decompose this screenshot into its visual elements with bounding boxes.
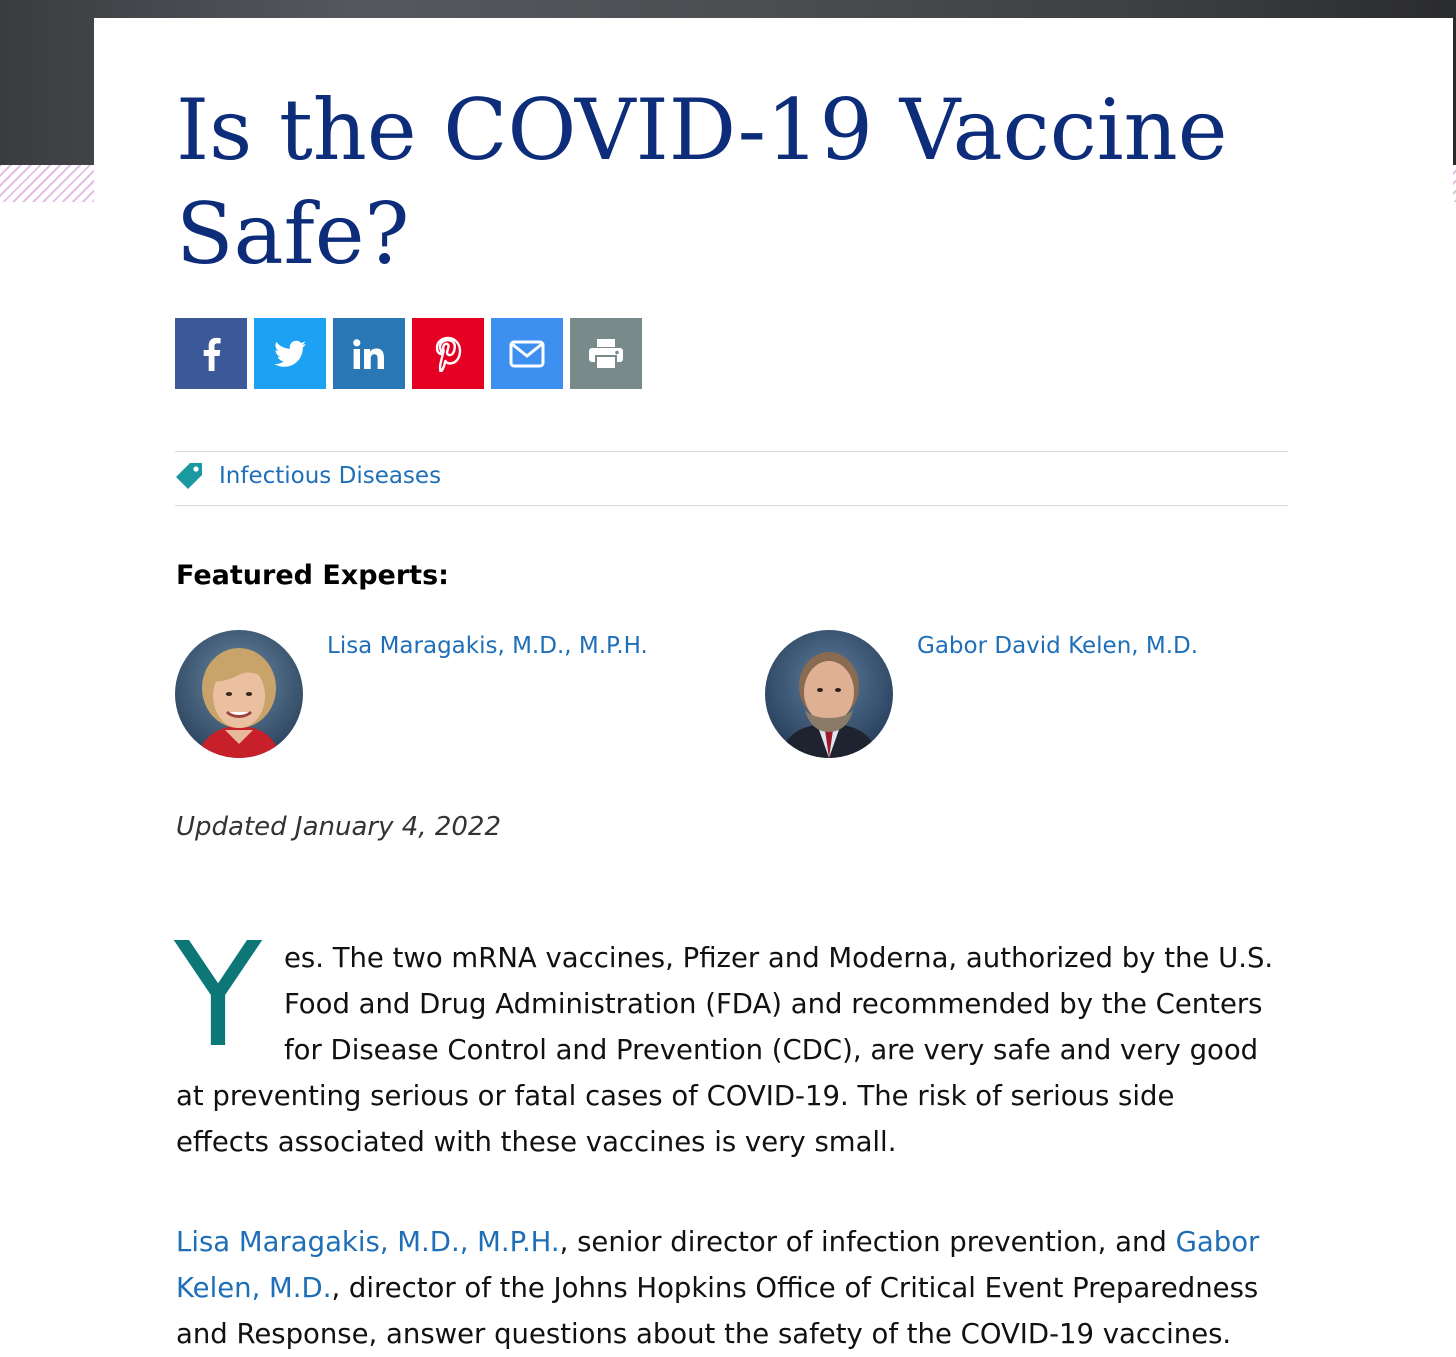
divider-bottom <box>175 505 1288 506</box>
share-twitter-button[interactable] <box>254 318 326 389</box>
share-pinterest-button[interactable] <box>412 318 484 389</box>
decorative-hatch-left <box>0 165 94 202</box>
expert-card-kelen <box>765 630 1199 758</box>
inline-link-kelen[interactable]: Gabor Kelen, M.D. <box>176 1226 1260 1304</box>
body-paragraph <box>176 1219 1276 1357</box>
featured-experts-heading: Featured Experts: <box>176 560 449 591</box>
inline-link-maragakis[interactable]: Lisa Maragakis, M.D., M.P.H. <box>176 1226 560 1258</box>
share-facebook-button[interactable] <box>175 318 247 389</box>
share-linkedin-button[interactable] <box>333 318 405 389</box>
print-icon <box>588 338 624 370</box>
twitter-icon <box>274 340 306 368</box>
body-text-1: , senior director of infection prevention, and <box>559 1226 1176 1258</box>
print-button[interactable] <box>570 318 642 389</box>
tag-icon <box>175 462 203 490</box>
avatar[interactable] <box>765 630 893 758</box>
tag-link-infectious-diseases[interactable]: Infectious Diseases <box>219 463 442 489</box>
expert-name-link[interactable]: Lisa Maragakis, M.D., M.P.H. <box>327 633 648 659</box>
body-text-2: , director of the Johns Hopkins Office of Critical Event Preparedness and Response, answer questions about the safety of the COVID-19 vaccines. <box>176 1272 1259 1350</box>
share-email-button[interactable] <box>491 318 563 389</box>
dropcap-letter: Y <box>174 911 262 1079</box>
pinterest-icon <box>434 336 462 372</box>
topic-tag <box>175 458 441 494</box>
updated-date: Updated January 4, 2022 <box>176 812 501 842</box>
lead-text: es. The two mRNA vaccines, Pfizer and Moderna, authorized by the U.S. Food and Drug Administration (FDA) and recommended by the Centers for Disease Control and Prevention (CDC), are very safe and very good at preventing serious or fatal cases of COVID-19. The risk of serious side effects associated with these vaccines is very small. <box>176 942 1274 1158</box>
lead-paragraph <box>174 911 1276 1165</box>
linkedin-icon <box>353 339 385 369</box>
expert-card-maragakis <box>175 630 648 758</box>
page-title: Is the COVID-19 Vaccine Safe? <box>176 81 1228 283</box>
expert-name-link[interactable]: Gabor David Kelen, M.D. <box>917 633 1199 659</box>
email-icon <box>509 340 545 368</box>
facebook-icon <box>200 337 222 371</box>
avatar[interactable] <box>175 630 303 758</box>
divider-top <box>175 451 1288 452</box>
share-bar <box>175 318 642 389</box>
